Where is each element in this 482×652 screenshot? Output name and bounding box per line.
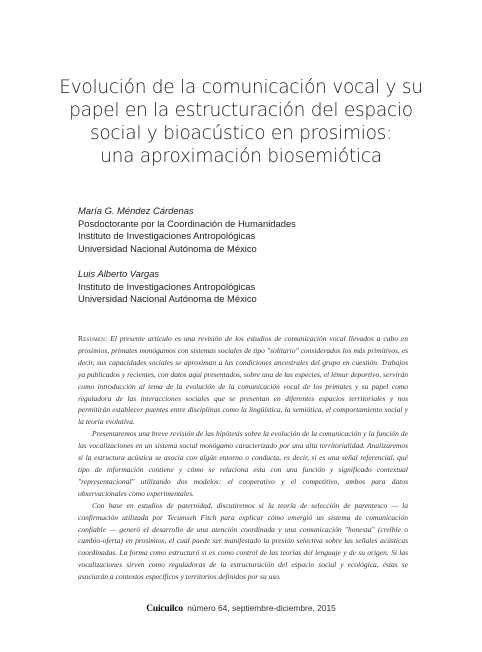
author-affiliation: Universidad Nacional Autónoma de México xyxy=(78,242,257,254)
abstract-paragraph: Presentaremos una breve revisión de las hipótesis sobre la evolución de la comunicación y la función de las vocalizaciones en un sistema social monógamo caracterizado por una alta territorialidad. Analizaremos si la estructura acústica se asocia con algún entorno o conducta, es decir, si es una señal referencial, qué tipo de información contiene y cómo se relaciona esta con una función y significado contextual "representacional" utilizando dos modelos: el cooperativo y el competitivo, ambos para datos observacionales como experimentales. xyxy=(78,429,408,498)
author-name: María G. Méndez Cárdenas xyxy=(78,205,194,216)
author-block-1 xyxy=(78,205,418,255)
title-line: una aproximación biosemiótica xyxy=(100,146,382,167)
abstract-text: El presente artículo es una revisión de los estudios de comunicación vocal llevados a cabo en prosimios, primates monógamos con sistemas sociales de tipo "solitario" considerados los más primitivos, es decir, sus capacidades sociales se aproximan a las condiciones ancestrales del grupo en cuestión. Trabajos ya publicados y recientes, con datos aquí presentados, sobre una de las especies, el lémur deportivo, servirán como introducción al tema de la evolución de la comunicación vocal de los primates y su papel como reguladora de las interacciones sociales que se presentan en diferentes espacios territoriales y nos permitirán establecer puentes entre disciplinas como la lingüística, la semiótica, el comportamiento social y la teoría evolutiva. xyxy=(78,334,409,427)
page-footer xyxy=(0,603,482,614)
title-line: papel en la estructuración del espacio xyxy=(69,100,413,121)
issue-info: número 64, septiembre-diciembre, 2015 xyxy=(187,603,336,613)
abstract-paragraph xyxy=(78,333,408,428)
abstract-label: Resumen: xyxy=(78,334,108,343)
author-affiliation: Instituto de Investigaciones Antropológicas xyxy=(78,281,256,293)
author-affiliation: Instituto de Investigaciones Antropológicas xyxy=(78,230,256,242)
title-line: social y bioacústico en prosimios: xyxy=(89,123,393,144)
journal-logo: Cuicuilco xyxy=(146,604,183,614)
author-affiliation: Posdoctorante por la Coordinación de Humanidades xyxy=(78,218,296,230)
author-block-2 xyxy=(78,268,418,306)
title-line: Evolución de la comunicación vocal y su xyxy=(59,77,423,98)
abstract xyxy=(78,333,408,583)
article-title xyxy=(40,76,442,168)
abstract-paragraph: Con base en estudios de paternidad, discutiremos si la teoría de selección de parentesco — la confirmación utilizada por Tecumseh Fitch para explicar cómo emergió un sistema de comunicación confiable — generó el desarrollo de una atención coordinada y una comunicación "honesta" (creíble o cambio-oferta) en prosimios, el cual puede ser manifestado la presión selectiva sobre las señales acústicas coordinadas. La forma como estructuró si es como control de las teorías del lenguaje y de su origen. Si las vocalizaciones sirven como reguladoras de la estructuración del espacio social y ecológica, éstas se asociarán a contextos específicos y territorios definidos por su uso. xyxy=(78,500,408,582)
author-affiliation: Universidad Nacional Autónoma de México xyxy=(78,293,257,305)
author-name: Luis Alberto Vargas xyxy=(78,268,160,279)
